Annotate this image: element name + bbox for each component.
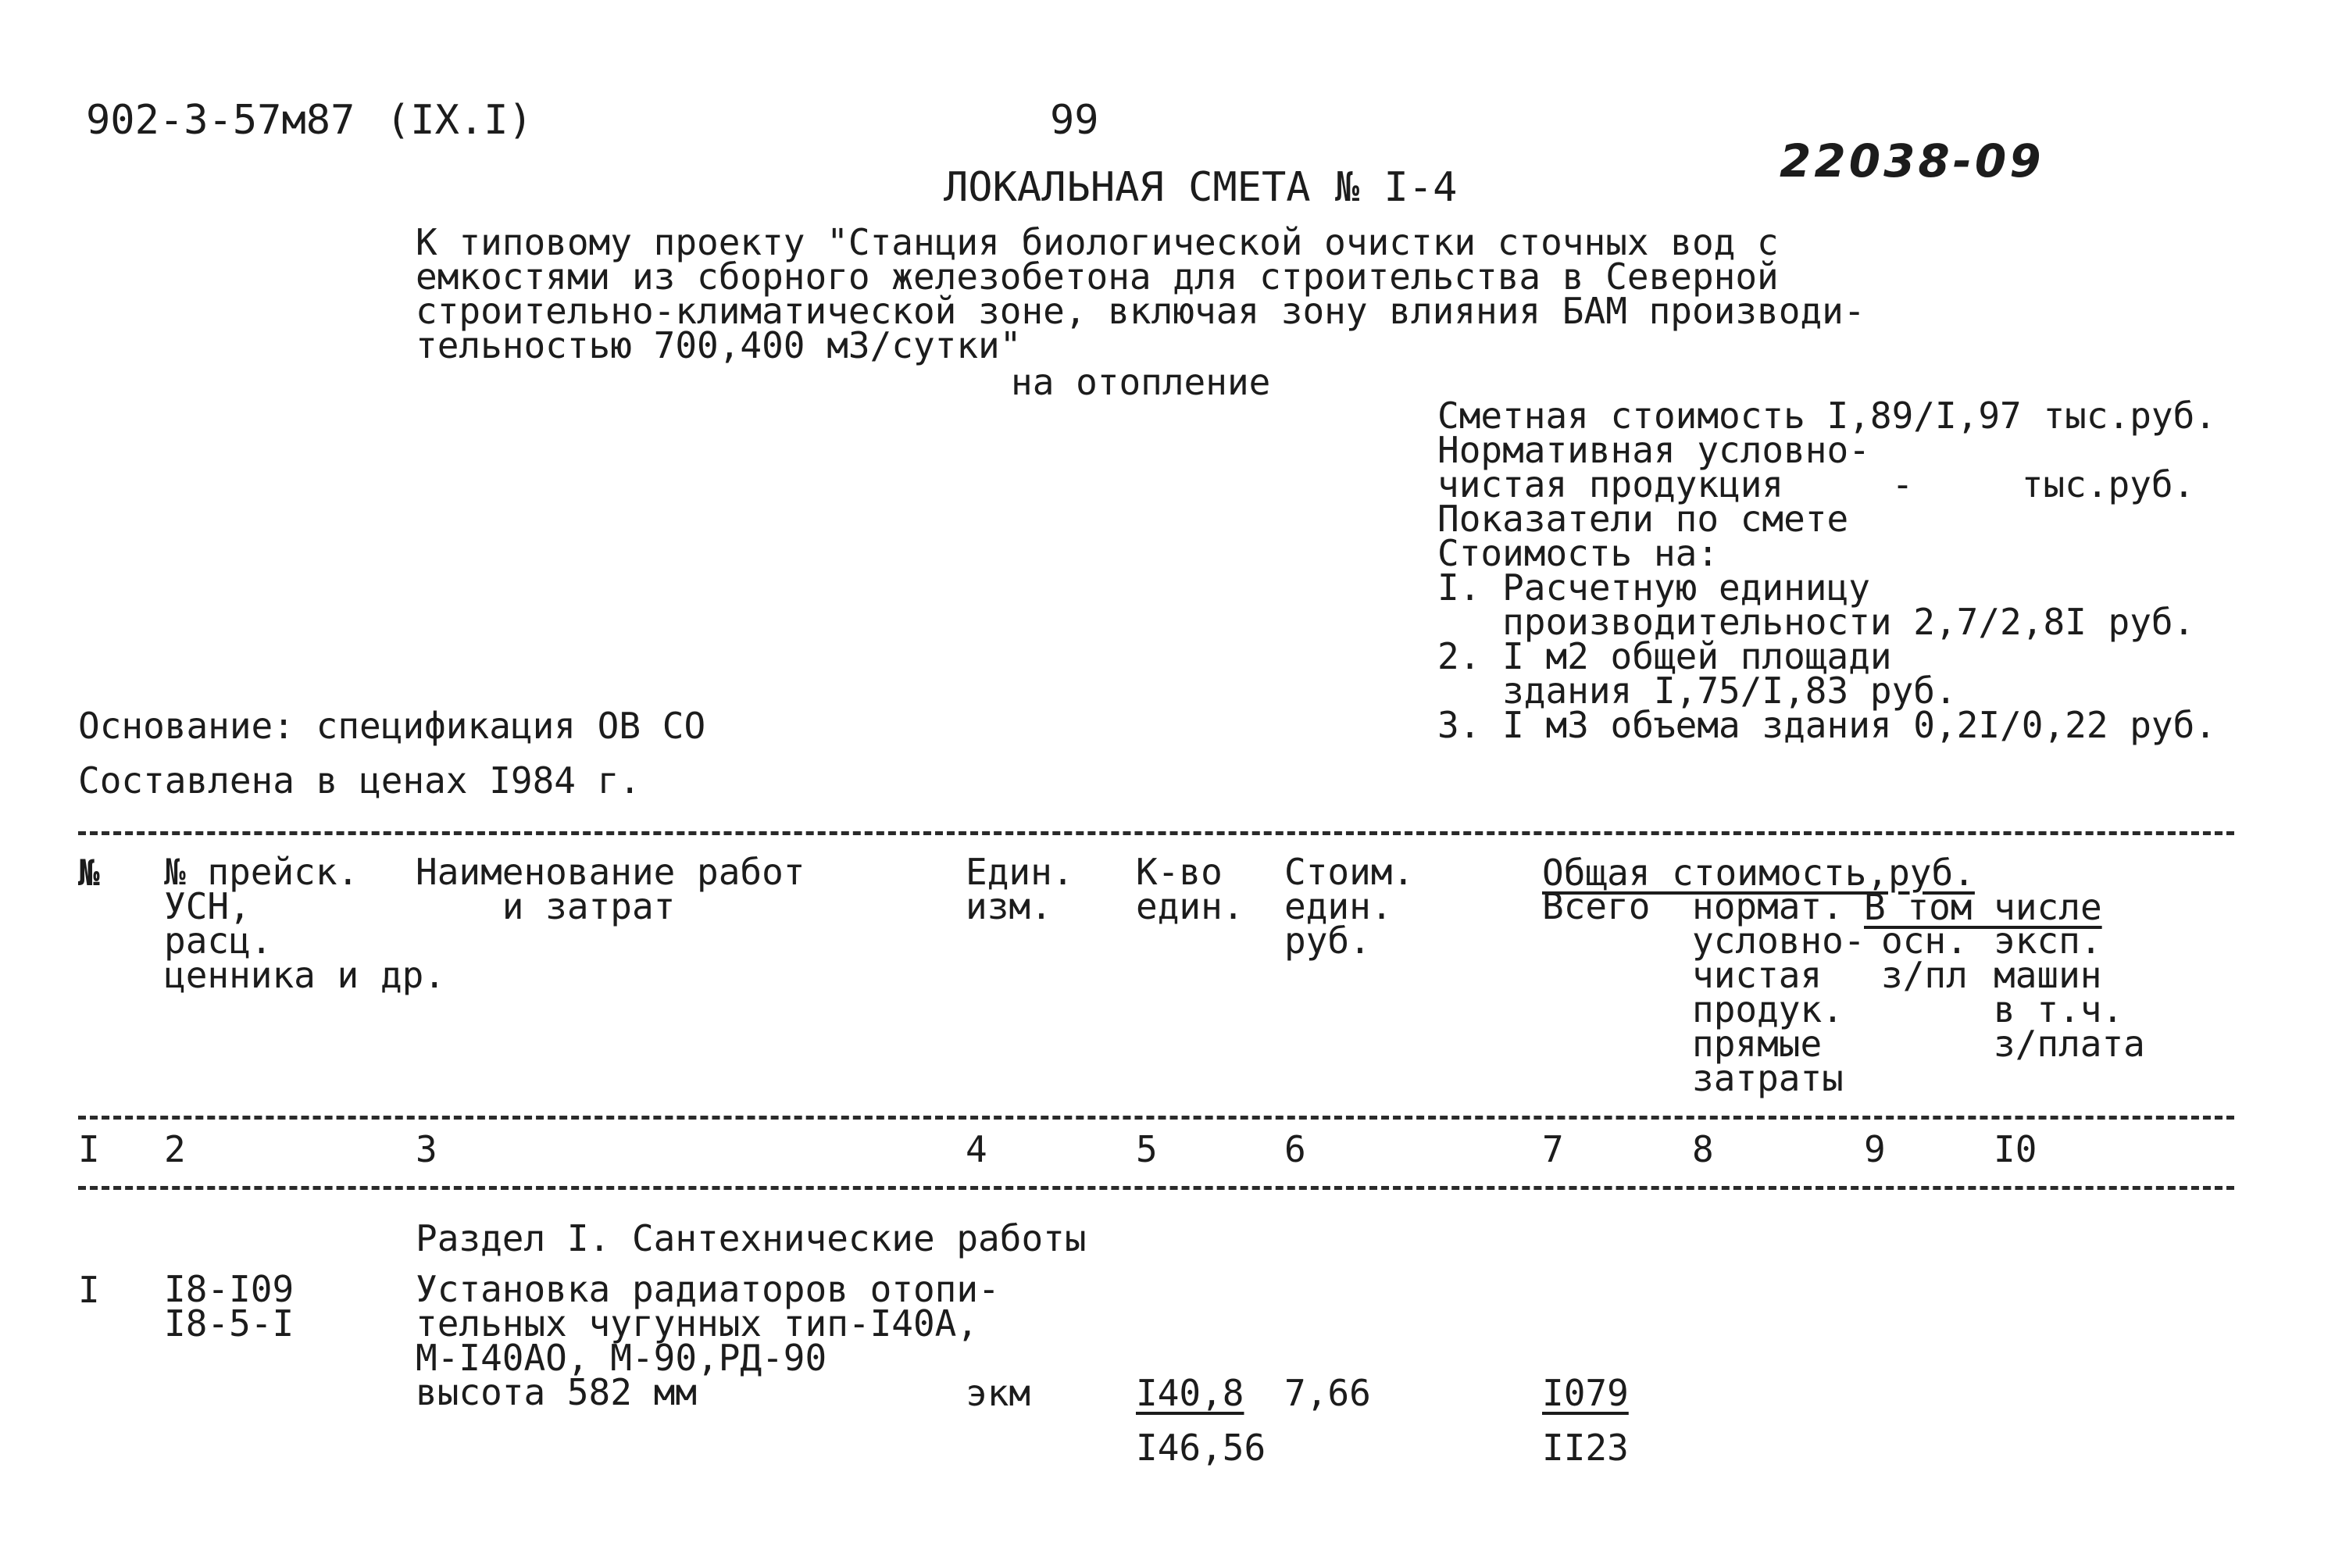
- summary-line-1: Сметная стоимость I,89/I,97 тыс.руб.: [1437, 395, 2216, 437]
- handwritten-code: 22038-09: [1780, 134, 2044, 188]
- estimate-subject: на отопление: [1011, 361, 1271, 403]
- section-title: Раздел I. Сантехнические работы: [416, 1217, 1087, 1259]
- colnum-7: 7: [1542, 1128, 1564, 1170]
- page-title: ЛОКАЛЬНАЯ СМЕТА № I-4: [944, 164, 1458, 211]
- header-col-8: нормат. условно- чистая продук. прямые затраты: [1692, 885, 1866, 1099]
- row-quantity: I40,8: [1136, 1372, 1244, 1414]
- summary-line-3: чистая продукция - тыс.руб.: [1437, 463, 2195, 505]
- colnum-bottom-rule: [78, 1186, 2234, 1190]
- row-unit-cost: 7,66: [1284, 1372, 1371, 1414]
- header-including: В том числе: [1864, 886, 2102, 928]
- sheet-ref: (IX.I): [386, 97, 533, 144]
- colnum-8: 8: [1692, 1128, 1714, 1170]
- header-col-4: Един. изм.: [966, 851, 1074, 927]
- header-col-3: Наименование работ и затрат: [416, 851, 805, 927]
- header-col-1: №: [78, 852, 100, 894]
- row-number: I: [78, 1269, 100, 1311]
- colnum-5: 5: [1136, 1128, 1158, 1170]
- doc-code: 902-3-57м87: [86, 97, 355, 144]
- row-total-2: II23: [1542, 1427, 1629, 1469]
- colnum-3: 3: [416, 1128, 437, 1170]
- row-quantity-2: I46,56: [1136, 1427, 1266, 1469]
- row-codes: I8-I09 I8-5-I: [164, 1268, 295, 1345]
- header-bottom-rule: [78, 1116, 2234, 1120]
- project-line-3: строительно-климатической зоне, включая зону влияния БАМ производи-: [416, 290, 1866, 332]
- summary-line-6: I. Расчетную единицу: [1437, 566, 1870, 609]
- summary-line-10: 3. I м3 объема здания 0,2I/0,22 руб.: [1437, 704, 2216, 746]
- header-col-10: эксп. машин в т.ч. з/плата: [1994, 920, 2145, 1065]
- row-work-name: Установка радиаторов отопи- тельных чугунных тип-I40А, М-I40АО, М-90,РД-90 высота 582 мм: [416, 1268, 1000, 1413]
- summary-line-7: производительности 2,7/2,8I руб.: [1437, 601, 2195, 643]
- project-line-1: К типовому проекту "Станция биологической очистки сточных вод с: [416, 221, 1779, 263]
- project-line-4: тельностью 700,400 м3/сутки": [416, 324, 1022, 366]
- colnum-4: 4: [966, 1128, 987, 1170]
- colnum-6: 6: [1284, 1128, 1306, 1170]
- colnum-2: 2: [164, 1128, 186, 1170]
- header-col-6: Стоим. един. руб.: [1284, 851, 1415, 962]
- project-line-2: емкостями из сборного железобетона для строительства в Северной: [416, 255, 1779, 298]
- row-total: I079: [1542, 1372, 1629, 1414]
- colnum-1: I: [78, 1128, 100, 1170]
- header-col-7: Всего: [1542, 885, 1651, 927]
- header-col-9: осн. з/пл: [1881, 920, 1968, 996]
- header-col-2: № прейск. УСН, расц. ценника и др.: [164, 851, 446, 996]
- colnum-10: I0: [1994, 1128, 2037, 1170]
- header-col-5: К-во един.: [1136, 851, 1244, 927]
- summary-line-5: Стоимость на:: [1437, 532, 1719, 574]
- basis-line: Основание: спецификация ОВ СО: [78, 705, 706, 747]
- summary-line-8: 2. I м2 общей площади: [1437, 635, 1892, 677]
- header-total-cost: Общая стоимость,руб.: [1542, 852, 1975, 894]
- colnum-9: 9: [1864, 1128, 1886, 1170]
- table-top-rule: [78, 831, 2234, 835]
- prices-year-line: Составлена в ценах I984 г.: [78, 759, 641, 802]
- summary-line-4: Показатели по смете: [1437, 498, 1849, 540]
- row-unit: экм: [966, 1372, 1031, 1414]
- page-number: 99: [1050, 97, 1099, 144]
- summary-line-2: Нормативная условно-: [1437, 429, 1870, 471]
- summary-line-9: здания I,75/I,83 руб.: [1437, 670, 1957, 712]
